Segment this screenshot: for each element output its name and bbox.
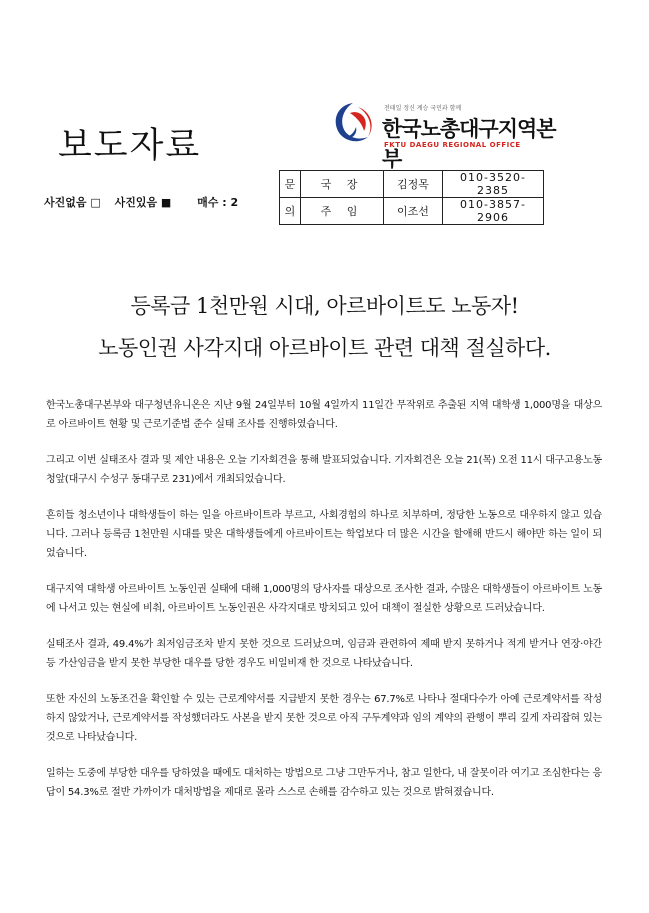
logo-tagline: 전태일 정신 계승 국민과 함께 [384,105,462,112]
swirl-logo-icon [328,97,378,153]
paragraph: 또한 자신의 노동조건을 확인할 수 있는 근로계약서를 지급받지 못한 경우는 67.7%로 나타나 절대다수가 아예 근로계약서를 작성하지 않았거나, 근로계약서를 작성했더라도 사본을 받지 못한 것으로 아직 구두계약과 임의 계약의 관행이 뿌리 깊게 자리잡혀 있는 것으로 나타났습니다. [46,694,602,743]
contact-phone: 010-3857-2906 [443,198,544,225]
contact-label: 문 [280,171,301,198]
photo-yes-label: 사진있음 ■ [114,196,172,209]
contact-title: 주 임 [301,198,384,225]
contact-label: 의 [280,198,301,225]
table-row [280,171,544,198]
contact-title: 국 장 [301,171,384,198]
paragraph: 일하는 도중에 부당한 대우를 당하였을 때에도 대처하는 방법으로 그냥 그만두거나, 참고 일한다, 내 잘못이라 여기고 조심한다는 응답이 54.3%로 절반 가까이가 대처방법을 제대로 몰라 스스로 손해를 감수하고 있는 것으로 밝혀졌습니다. [46,768,602,798]
photo-info [44,194,248,210]
headline-line-1: 등록금 1천만원 시대, 아르바이트도 노동자! [130,294,519,318]
logo-english-name: FKTU DAEGU REGIONAL OFFICE [384,141,521,149]
paragraph: 한국노총대구본부와 대구청년유니온은 지난 9월 24일부터 10월 4일까지 11일간 무작위로 추출된 지역 대학생 1,000명을 대상으로 아르바이트 현황 및 근로기준법 준수 실태 조사를 진행하였습니다. [46,400,602,430]
page-title: 보도자료 [58,126,202,166]
logo-name: 한국노총대구지역본부 [382,117,556,171]
paragraph: 흔히들 청소년이나 대학생들이 하는 일을 아르바이트라 부르고, 사회경험의 하나로 치부하며, 정당한 노동으로 대우하지 않고 있습니다. 그러나 등록금 1천만원 시대를 맞은 대학생들에게 아르바이트는 학업보다 더 많은 시간을 할애해 반드시 해야만 하는 일이 되었습니다. [46,510,602,559]
contact-table [279,170,544,225]
contact-name: 김정목 [384,171,443,198]
paragraph: 그리고 이번 실태조사 결과 및 제안 내용은 오늘 기자회견을 통해 발표되었습니다. 기자회견은 오늘 21(목) 오전 11시 대구고용노동청앞(대구시 수성구 동대구로 231)에서 개최되었습니다. [46,455,602,485]
page-count: 매수 : 2 [197,196,239,209]
contact-name: 이조선 [384,198,443,225]
table-row [280,198,544,225]
organization-logo [328,97,558,171]
paragraph: 대구지역 대학생 아르바이트 노동인권 실태에 대해 1,000명의 당사자를 대상으로 조사한 결과, 수많은 대학생들이 아르바이트 노동에 나서고 있는 현실에 비춰, 아르바이트 노동인권은 사각지대로 방치되고 있어 대책이 절실한 상황으로 드러났습니다. [46,584,602,614]
photo-none-label: 사진없음 □ [44,196,101,209]
headline-line-2: 노동인권 사각지대 아르바이트 관련 대책 절실하다. [98,336,551,360]
body-text [46,396,602,819]
paragraph: 실태조사 결과, 49.4%가 최저임금조차 받지 못한 것으로 드러났으며, 임금과 관련하여 제때 받지 못하거나 적게 받거나 연장·야간 등 가산임금을 받지 못한 부당한 대우를 당한 경우도 비일비재 한 것으로 나타났습니다. [46,639,602,669]
contact-phone: 010-3520-2385 [443,171,544,198]
